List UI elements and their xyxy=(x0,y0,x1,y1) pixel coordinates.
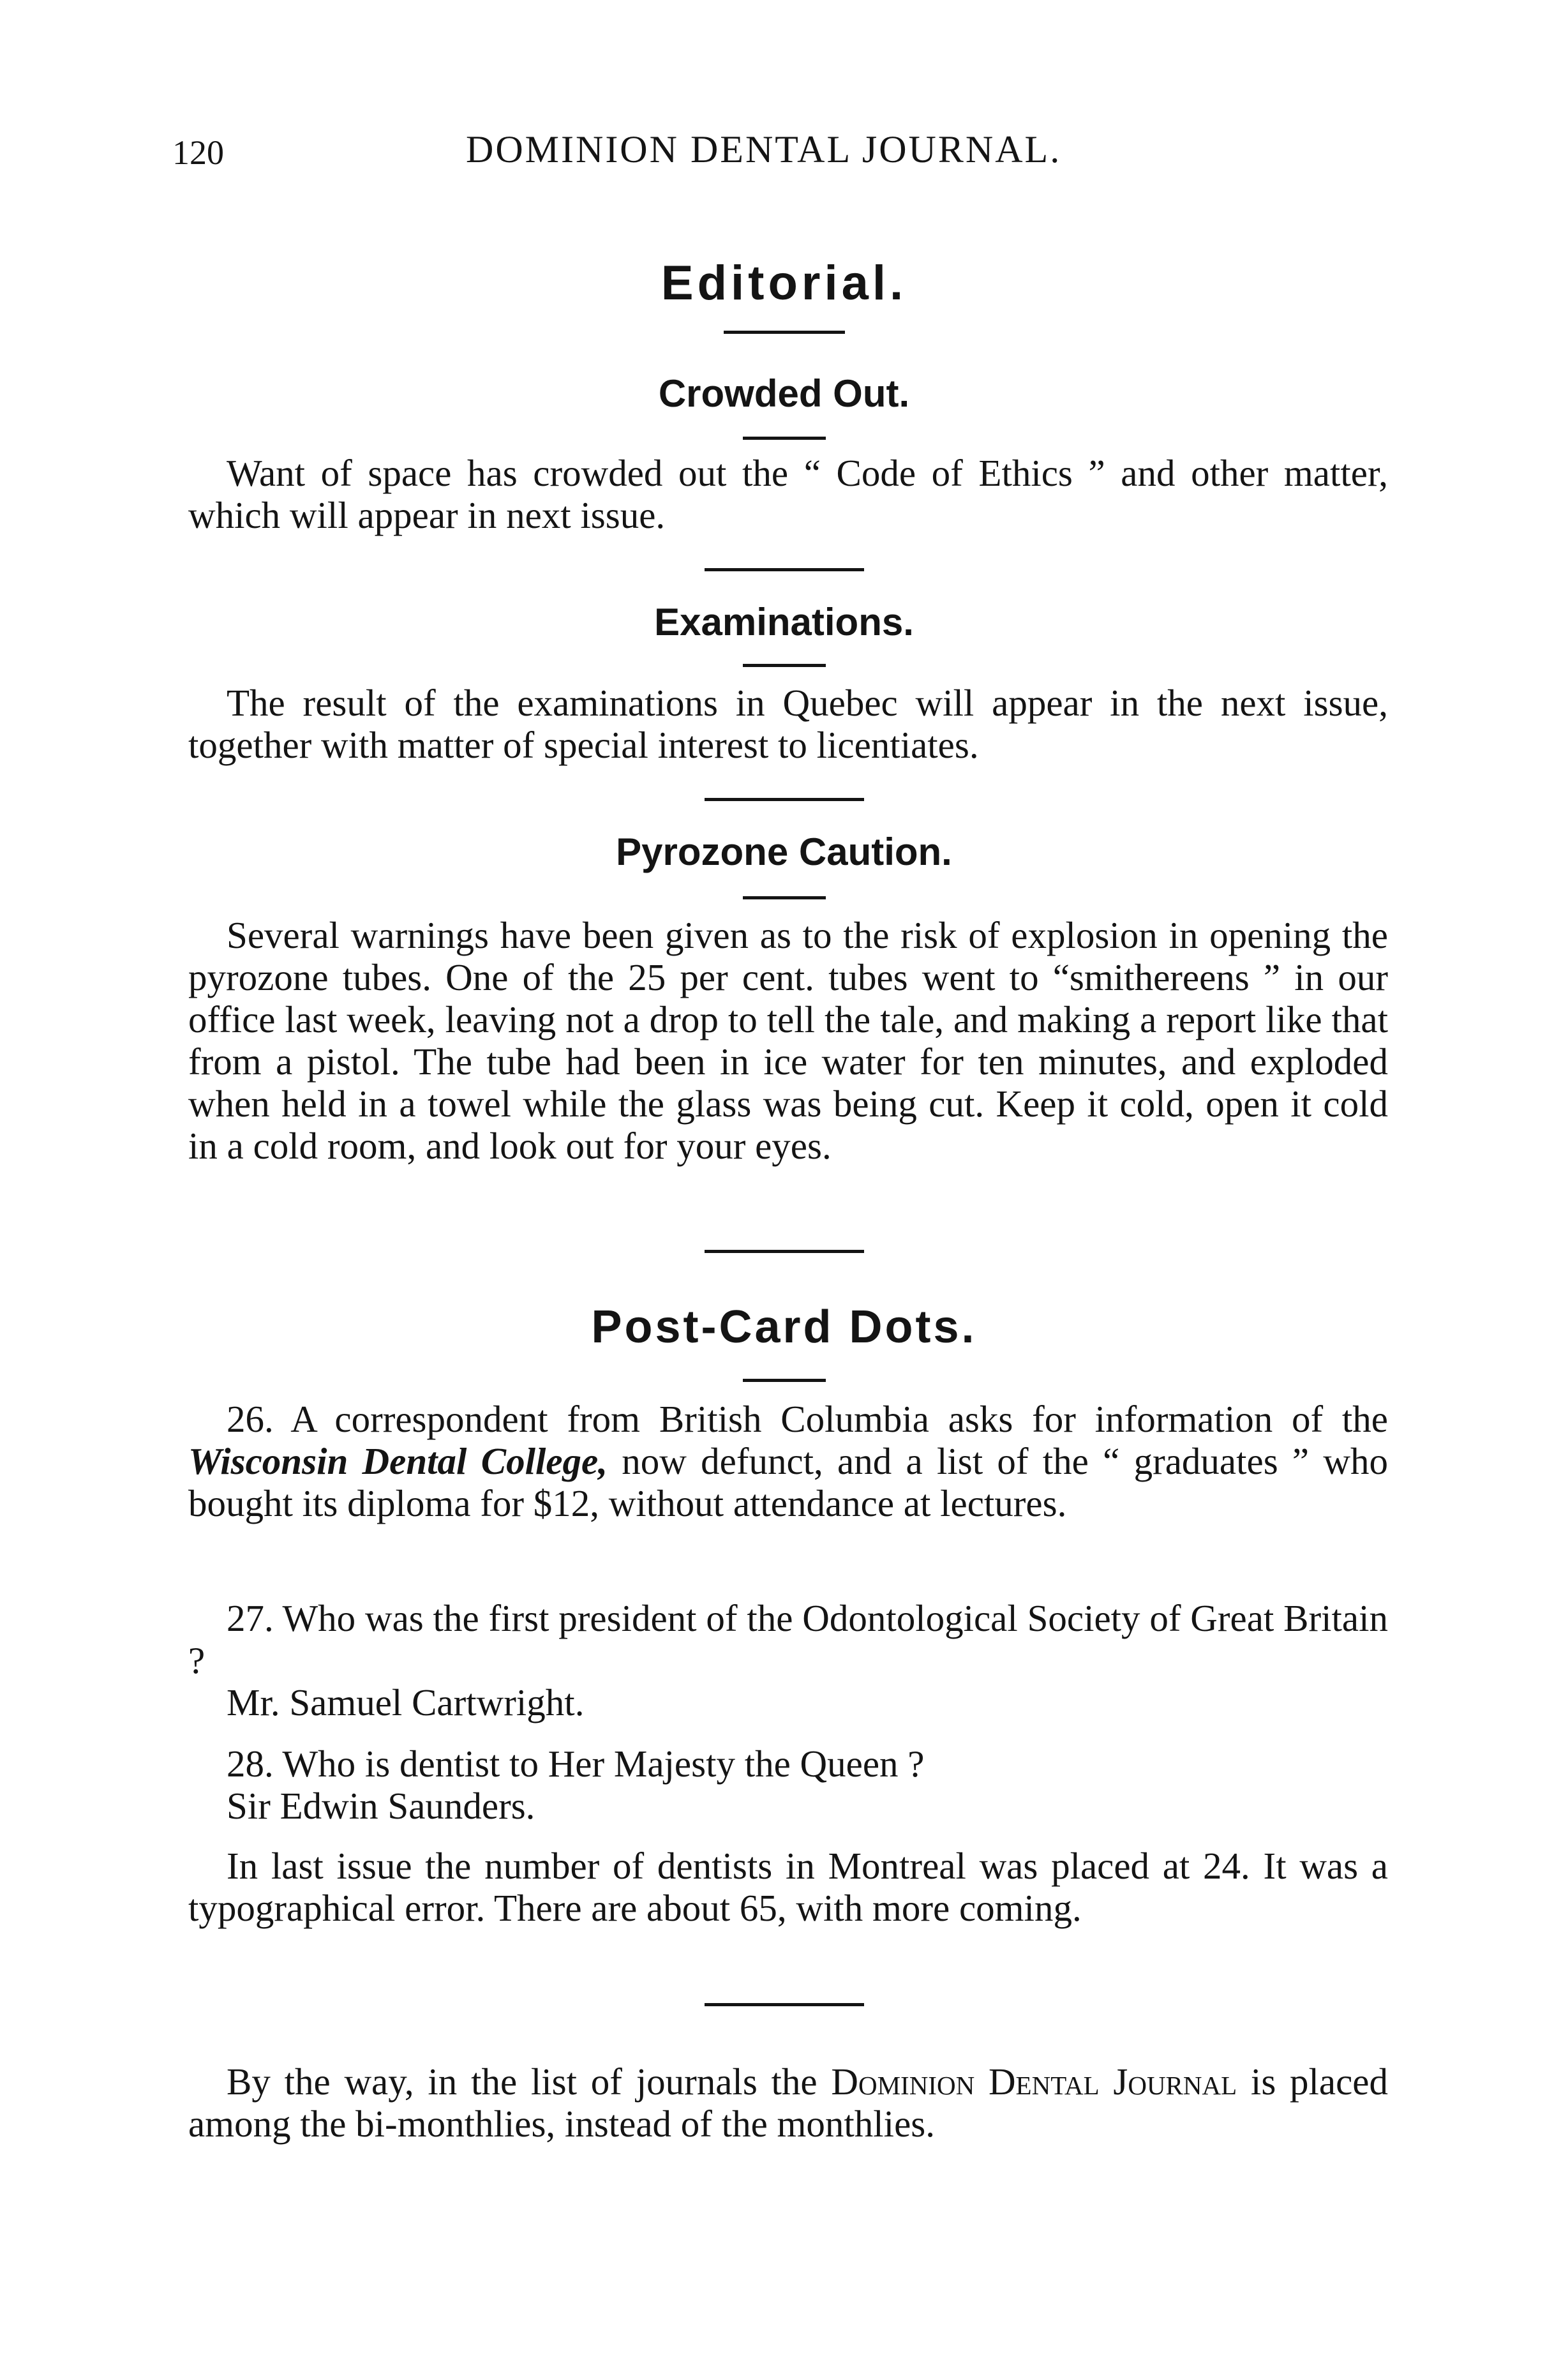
crowded-out-body: Want of space has crowded out the “ Code of Ethics ” and other matter, which will appear in next issue. xyxy=(188,452,1388,536)
journal-name: Dominion Dental Journal xyxy=(831,2060,1237,2103)
running-head xyxy=(172,128,1385,185)
title-rule xyxy=(743,896,826,899)
item-27-answer: Mr. Samuel Cartwright. xyxy=(227,1681,585,1723)
title-rule xyxy=(743,664,826,667)
section-title-pyrozone-caution: Pyrozone Caution. xyxy=(616,830,952,873)
post-card-dots-heading: Post-Card Dots. xyxy=(591,1302,977,1353)
section-title-crowded-out: Crowded Out. xyxy=(658,372,910,415)
item-28-question: 28. Who is dentist to Her Majesty the Queen ? xyxy=(227,1743,925,1785)
editorial-heading: Editorial. xyxy=(661,256,907,310)
section-divider xyxy=(705,798,864,801)
examinations-body: The result of the examinations in Quebec will appear in the next issue, together with matter of special interest to licentiates. xyxy=(188,682,1388,766)
item-26 xyxy=(188,1398,1388,1524)
heading-rule xyxy=(743,1379,826,1382)
item-27-question: 27. Who was the first president of the Odontological Society of Great Britain ? xyxy=(188,1597,1388,1681)
closing-text: By the way, in the list of journals the xyxy=(227,2060,832,2103)
journal-title: DOMINION DENTAL JOURNAL. xyxy=(466,128,1062,170)
closing-note xyxy=(188,2060,1388,2145)
section-divider xyxy=(705,1250,864,1253)
closing-text-end: is placed among the bi-monthlies, instead of the monthlies. xyxy=(188,2060,1388,2145)
section-divider xyxy=(705,568,864,571)
item-26-text: 26. A correspondent from British Columbia asks for information of the xyxy=(227,1398,1388,1440)
section-title-examinations: Examinations. xyxy=(654,601,914,643)
section-divider xyxy=(705,2003,864,2006)
montreal-dentists-note: In last issue the number of dentists in Montreal was placed at 24. It was a typographical error. There are about 65, with more coming. xyxy=(188,1845,1388,1929)
pyrozone-caution-body: Several warnings have been given as to the risk of explosion in opening the pyrozone tubes. One of the 25 per cent. tubes went to “smithereens ” in our office last week, leaving not a drop to tell the tale, and making a report like that from a pistol. The tube had been in ice water for ten minutes, and exploded when held in a towel while the glass was being cut. Keep it cold, open it cold in a cold room, and look out for your eyes. xyxy=(188,914,1388,1167)
page-number: 120 xyxy=(172,133,224,172)
item-28-answer: Sir Edwin Saunders. xyxy=(227,1785,535,1827)
title-rule xyxy=(743,437,826,440)
heading-rule xyxy=(724,331,845,334)
college-name: Wisconsin Dental College, xyxy=(188,1440,608,1482)
item-26-text-end: now defunct, and a list of the “ graduates ” who bought its diploma for $12, without attendance at lectures. xyxy=(188,1440,1388,1524)
